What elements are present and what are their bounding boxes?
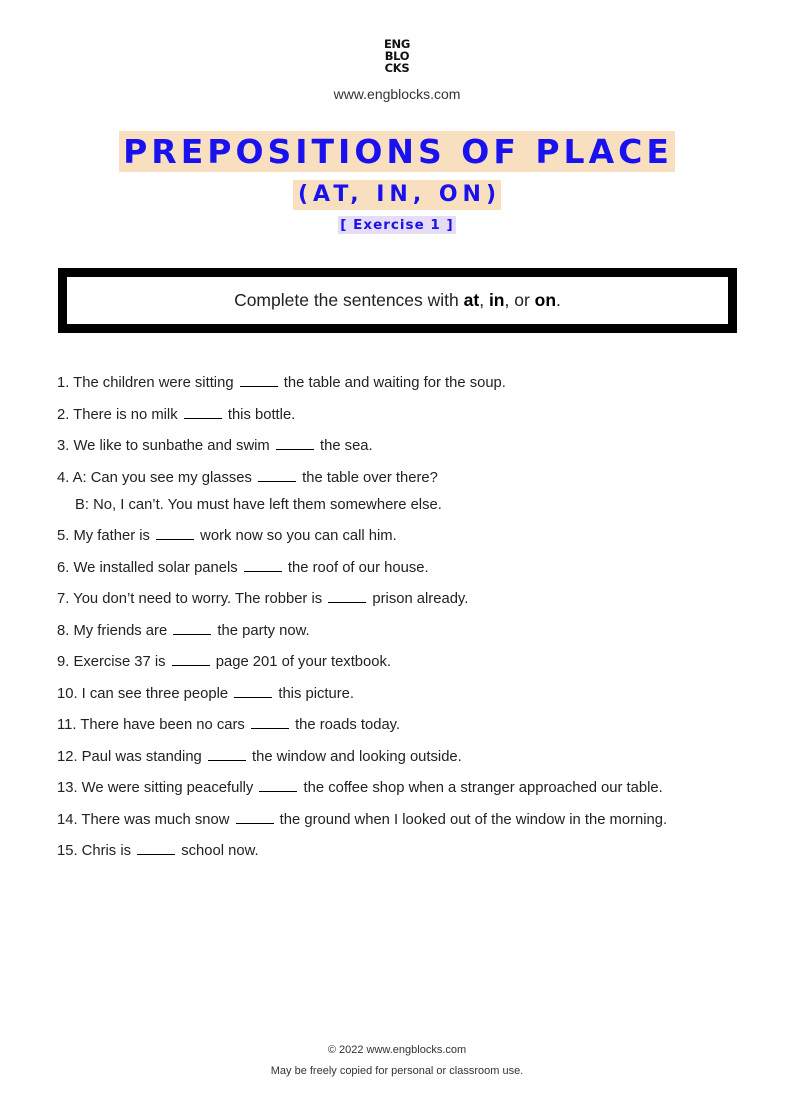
exercise-label: [ Exercise 1 ]	[340, 217, 454, 233]
instruction-suffix: .	[556, 290, 561, 310]
sentence-start: 6. We installed solar panels	[57, 560, 242, 576]
exercise-item	[57, 560, 429, 576]
answer-blank[interactable]	[240, 385, 278, 387]
exercise-item	[57, 654, 391, 670]
site-url: www.engblocks.com	[333, 86, 461, 102]
exercise-label-row	[0, 216, 794, 234]
exercise-item	[57, 749, 462, 765]
exercise-item	[57, 623, 310, 639]
page-title: PREPOSITIONS OF PLACE	[119, 131, 675, 172]
logo-line: BLO	[384, 49, 410, 63]
option-on: on	[534, 290, 557, 310]
exercise-item	[57, 686, 354, 702]
answer-blank[interactable]	[259, 790, 297, 792]
footer-copyright: © 2022 www.engblocks.com	[327, 1044, 467, 1056]
answer-blank[interactable]	[137, 853, 175, 855]
sentence-end: the roads today.	[290, 717, 401, 733]
sentence-start: 2. There is no milk	[57, 407, 182, 423]
sentence-end: the window and looking outside.	[247, 749, 462, 765]
footer-note: May be freely copied for personal or classroom use.	[270, 1065, 524, 1077]
exercise-item	[57, 812, 667, 828]
answer-blank[interactable]	[184, 417, 222, 419]
exercise-item	[57, 591, 468, 607]
page-subtitle: (AT, IN, ON)	[293, 180, 501, 210]
sentence-end: the coffee shop when a stranger approached our table.	[299, 780, 663, 796]
sentence-start: 4. A: Can you see my glasses	[57, 470, 257, 486]
exercise-item	[57, 375, 506, 391]
sentence-start: 12. Paul was standing	[57, 749, 206, 765]
sentence-end: the sea.	[315, 438, 373, 454]
instruction-prefix: Complete the sentences with	[234, 290, 464, 310]
sentence-start: 15. Chris is	[57, 843, 136, 859]
subtitle-row	[0, 180, 794, 210]
sentence-end: the ground when I looked out of the window in the morning.	[275, 812, 668, 828]
logo-line: ENG	[383, 37, 411, 51]
answer-blank[interactable]	[234, 696, 272, 698]
sentence-start: 13. We were sitting peacefully	[57, 780, 258, 796]
sentence-end: the party now.	[213, 623, 310, 639]
answer-blank[interactable]	[208, 759, 246, 761]
sentence-end: this bottle.	[223, 407, 296, 423]
sentence-start: 11. There have been no cars	[57, 717, 249, 733]
exercise-item	[57, 717, 400, 733]
sentence-end: prison already.	[368, 591, 469, 607]
answer-blank[interactable]	[276, 448, 314, 450]
sentence-end: work now so you can call him.	[196, 528, 397, 544]
exercise-item	[57, 843, 259, 859]
exercise-item	[57, 438, 373, 454]
sentence-end: the roof of our house.	[283, 560, 429, 576]
answer-blank[interactable]	[173, 633, 211, 635]
sentence-end: page 201 of your textbook.	[211, 654, 392, 670]
answer-blank[interactable]	[244, 570, 282, 572]
instruction-separator: , or	[504, 290, 535, 310]
sentence-end: school now.	[177, 843, 259, 859]
sentence-start: 9. Exercise 37 is	[57, 654, 170, 670]
sentence-end: this picture.	[274, 686, 355, 702]
answer-blank[interactable]	[258, 480, 296, 482]
title-row	[0, 131, 794, 172]
sentence-end: the table and waiting for the soup.	[279, 375, 506, 391]
sentence-end: the table over there?	[298, 470, 438, 486]
logo-line: CKS	[384, 61, 410, 75]
exercise-dialogue-line: B: No, I can’t. You must have left them somewhere else.	[75, 497, 442, 513]
option-in: in	[488, 290, 505, 310]
sentence-start: 3. We like to sunbathe and swim	[57, 438, 274, 454]
engblocks-logo	[379, 38, 415, 74]
answer-blank[interactable]	[236, 822, 274, 824]
answer-blank[interactable]	[156, 538, 194, 540]
sentence-start: 14. There was much snow	[57, 812, 234, 828]
sentence-start: 8. My friends are	[57, 623, 172, 639]
sentence-start: 7. You don’t need to worry. The robber is	[57, 591, 327, 607]
answer-blank[interactable]	[328, 601, 366, 603]
option-at: at	[463, 290, 480, 310]
sentence-start: 10. I can see three people	[57, 686, 233, 702]
exercise-item	[57, 407, 295, 423]
answer-blank[interactable]	[172, 664, 210, 666]
sentence-start: 5. My father is	[57, 528, 155, 544]
sentence-start: 1. The children were sitting	[57, 375, 238, 391]
exercise-item	[57, 780, 663, 796]
exercise-item	[57, 528, 397, 544]
answer-blank[interactable]	[251, 727, 289, 729]
instruction-separator: ,	[479, 290, 489, 310]
instruction-box	[58, 268, 737, 333]
exercise-item	[57, 470, 438, 486]
